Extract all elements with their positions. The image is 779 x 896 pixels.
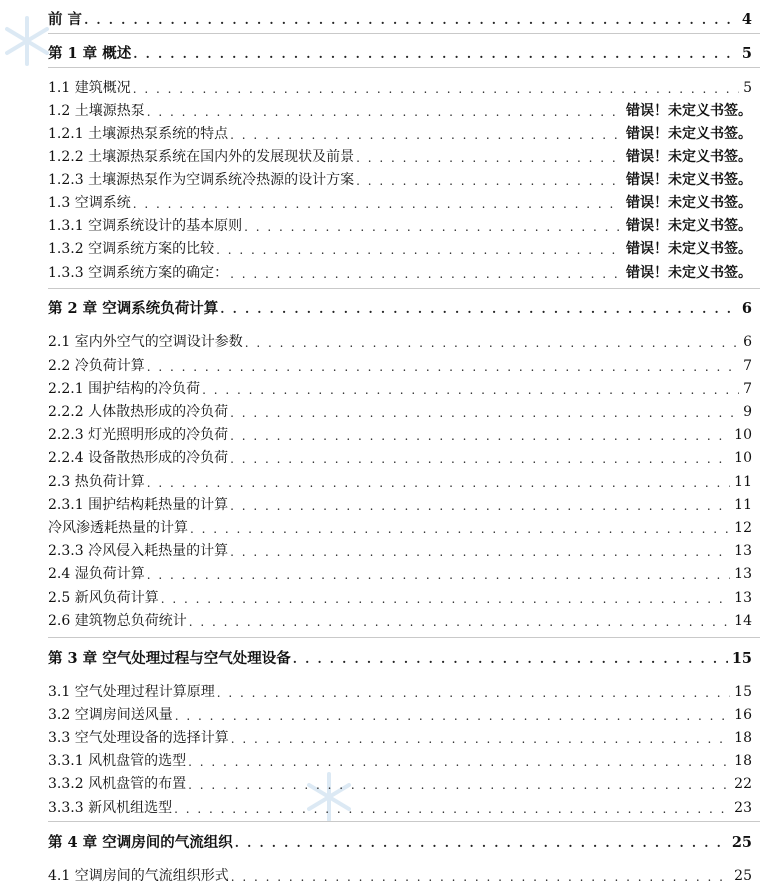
toc-dot-leader	[175, 704, 730, 727]
toc-bookmark-error: 错误！未定义书签。	[626, 172, 752, 188]
toc-section-entry[interactable]	[48, 238, 752, 261]
section-divider	[48, 33, 760, 34]
toc-entry-label: 2.4 湿负荷计算	[48, 566, 145, 582]
toc-entry-label: 冷风渗透耗热量的计算	[48, 520, 188, 536]
toc-chapter-entry[interactable]	[48, 831, 752, 854]
toc-page-number: 25	[731, 834, 752, 851]
toc-dot-leader	[231, 865, 730, 888]
toc-page-number: 11	[734, 474, 752, 490]
toc-page-number: 14	[734, 613, 752, 629]
toc-section-entry[interactable]	[48, 471, 752, 494]
toc-page-number: 10	[734, 450, 752, 466]
toc-entry-label: 3.3.1 风机盘管的选型	[48, 753, 187, 769]
toc-dot-leader	[133, 192, 622, 215]
toc-dot-leader	[202, 378, 739, 401]
toc-entry-label: 3.3 空气处理设备的选择计算	[48, 730, 229, 746]
toc-page-number: 18	[734, 730, 752, 746]
toc-entry-label: 2.2.1 围护结构的冷负荷	[48, 381, 201, 397]
toc-entry-label: 2.2.2 人体散热形成的冷负荷	[48, 404, 229, 420]
toc-dot-leader	[230, 401, 739, 424]
toc-page-number: 6	[743, 334, 752, 350]
toc-chapter-entry[interactable]	[48, 297, 752, 320]
toc-page-number: 15	[731, 650, 752, 667]
toc-dot-leader	[230, 123, 622, 146]
toc-page-number: 25	[734, 868, 752, 884]
section-divider	[48, 821, 760, 822]
toc-section-entry[interactable]	[48, 587, 752, 610]
toc-section-entry[interactable]	[48, 704, 752, 727]
watermark-snowflake-icon	[0, 14, 54, 68]
toc-page-number: 15	[734, 684, 752, 700]
toc-bookmark-error: 错误！未定义书签。	[626, 149, 752, 165]
toc-bookmark-error: 错误！未定义书签。	[626, 265, 752, 281]
toc-dot-leader	[220, 297, 738, 320]
toc-section-entry[interactable]	[48, 146, 752, 169]
toc-entry-label: 第 4 章 空调房间的气流组织	[48, 834, 233, 851]
toc-section-entry[interactable]	[48, 331, 752, 354]
toc-section-entry[interactable]	[48, 750, 752, 773]
toc-dot-leader	[147, 100, 622, 123]
toc-page-number: 7	[743, 381, 752, 397]
toc-section-entry[interactable]	[48, 727, 752, 750]
section-divider	[48, 288, 760, 289]
toc-entry-label: 4.1 空调房间的气流组织形式	[48, 868, 229, 884]
toc-entry-label: 1.2.3 土壤源热泵作为空调系统冷热源的设计方案	[48, 172, 355, 188]
toc-entry-label: 3.1 空气处理过程计算原理	[48, 684, 215, 700]
toc-page-number: 4	[741, 11, 752, 28]
toc-entry-label: 1.2.2 土壤源热泵系统在国内外的发展现状及前景	[48, 149, 355, 165]
toc-chapter-entry[interactable]	[48, 8, 752, 31]
toc-entry-label: 3.3.2 风机盘管的布置	[48, 776, 187, 792]
toc-section-entry[interactable]	[48, 540, 752, 563]
toc-section-entry[interactable]	[48, 773, 752, 796]
toc-section-entry[interactable]	[48, 378, 752, 401]
toc-section-entry[interactable]	[48, 865, 752, 888]
toc-section-entry[interactable]	[48, 192, 752, 215]
toc-dot-leader	[188, 750, 730, 773]
toc-dot-leader	[147, 355, 739, 378]
toc-page-number: 10	[734, 427, 752, 443]
toc-section-entry[interactable]	[48, 447, 752, 470]
toc-entry-label: 2.1 室内外空气的空调设计参数	[48, 334, 243, 350]
toc-section-entry[interactable]	[48, 610, 752, 633]
toc-page-number: 7	[743, 358, 752, 374]
toc-dot-leader	[188, 773, 730, 796]
toc-section-entry[interactable]	[48, 355, 752, 378]
toc-dot-leader	[190, 517, 730, 540]
toc-chapter-entry[interactable]	[48, 647, 752, 670]
toc-entry-label: 1.3.2 空调系统方案的比较	[48, 241, 215, 257]
toc-bookmark-error: 错误！未定义书签。	[626, 126, 752, 142]
toc-dot-leader	[174, 797, 730, 820]
toc-page-number: 16	[734, 707, 752, 723]
toc-dot-leader	[133, 77, 739, 100]
toc-dot-leader	[217, 681, 730, 704]
toc-dot-leader	[230, 262, 622, 285]
toc-bookmark-error: 错误！未定义书签。	[626, 241, 752, 257]
toc-entry-label: 第 1 章 概述	[48, 45, 132, 62]
toc-entry-label: 第 3 章 空气处理过程与空气处理设备	[48, 650, 291, 667]
toc-chapter-entry[interactable]	[48, 42, 752, 65]
toc-entry-label: 前 言	[48, 11, 83, 28]
toc-section-entry[interactable]	[48, 563, 752, 586]
toc-entry-label: 2.2.3 灯光照明形成的冷负荷	[48, 427, 229, 443]
toc-section-entry[interactable]	[48, 123, 752, 146]
toc-dot-leader	[356, 169, 622, 192]
toc-section-entry[interactable]	[48, 262, 752, 285]
toc-entry-label: 2.2.4 设备散热形成的冷负荷	[48, 450, 229, 466]
toc-dot-leader	[230, 447, 730, 470]
toc-entry-label: 1.3.3 空调系统方案的确定：	[48, 265, 229, 281]
toc-page-number: 5	[741, 45, 752, 62]
toc-page-number: 13	[734, 590, 752, 606]
toc-page-number: 12	[734, 520, 752, 536]
toc-bookmark-error: 错误！未定义书签。	[626, 195, 752, 211]
toc-entry-label: 2.5 新风负荷计算	[48, 590, 159, 606]
toc-entry-label: 2.3 热负荷计算	[48, 474, 145, 490]
toc-entry-label: 1.2 土壤源热泵	[48, 103, 145, 119]
toc-entry-label: 2.3.1 围护结构耗热量的计算	[48, 497, 229, 513]
toc-page-number: 6	[741, 300, 752, 317]
toc-section-entry[interactable]	[48, 681, 752, 704]
toc-dot-leader	[245, 331, 739, 354]
toc-dot-leader	[235, 831, 728, 854]
toc-bookmark-error: 错误！未定义书签。	[626, 218, 752, 234]
toc-section-entry[interactable]	[48, 77, 752, 100]
toc-page-number: 23	[734, 800, 752, 816]
toc-dot-leader	[133, 42, 738, 65]
toc-dot-leader	[293, 647, 728, 670]
toc-entry-label: 1.3 空调系统	[48, 195, 131, 211]
toc-entry-label: 3.3.3 新风机组选型	[48, 800, 173, 816]
toc-dot-leader	[230, 424, 730, 447]
toc-page-number: 11	[734, 497, 752, 513]
toc-page-number: 18	[734, 753, 752, 769]
toc-dot-leader	[231, 727, 730, 750]
toc-section-entry[interactable]	[48, 424, 752, 447]
toc-dot-leader	[147, 471, 730, 494]
toc-entry-label: 1.2.1 土壤源热泵系统的特点	[48, 126, 229, 142]
toc-dot-leader	[230, 540, 730, 563]
toc-entry-label: 2.3.3 冷风侵入耗热量的计算	[48, 543, 229, 559]
toc-section-entry[interactable]	[48, 494, 752, 517]
toc-section-entry[interactable]	[48, 100, 752, 123]
section-divider	[48, 637, 760, 638]
toc-dot-leader	[84, 8, 738, 31]
toc-bookmark-error: 错误！未定义书签。	[626, 103, 752, 119]
toc-section-entry[interactable]	[48, 401, 752, 424]
toc-dot-leader	[244, 215, 622, 238]
toc-dot-leader	[189, 610, 730, 633]
toc-page-number: 13	[734, 566, 752, 582]
toc-entry-label: 3.2 空调房间送风量	[48, 707, 173, 723]
toc-section-entry[interactable]	[48, 215, 752, 238]
toc-section-entry[interactable]	[48, 517, 752, 540]
toc-entry-label: 第 2 章 空调系统负荷计算	[48, 300, 219, 317]
toc-dot-leader	[161, 587, 730, 610]
toc-entry-label: 2.6 建筑物总负荷统计	[48, 613, 187, 629]
toc-page-number: 13	[734, 543, 752, 559]
section-divider	[48, 67, 760, 68]
toc-page-number: 22	[734, 776, 752, 792]
toc-entry-label: 1.3.1 空调系统设计的基本原则	[48, 218, 243, 234]
toc-section-entry[interactable]	[48, 797, 752, 820]
toc-entry-label: 1.1 建筑概况	[48, 80, 131, 96]
toc-entry-label: 2.2 冷负荷计算	[48, 358, 145, 374]
toc-dot-leader	[216, 238, 622, 261]
toc-dot-leader	[147, 563, 730, 586]
toc-page-number: 9	[743, 404, 752, 420]
toc-dot-leader	[356, 146, 622, 169]
toc-section-entry[interactable]	[48, 169, 752, 192]
toc-page-number: 5	[743, 80, 752, 96]
toc-dot-leader	[230, 494, 730, 517]
